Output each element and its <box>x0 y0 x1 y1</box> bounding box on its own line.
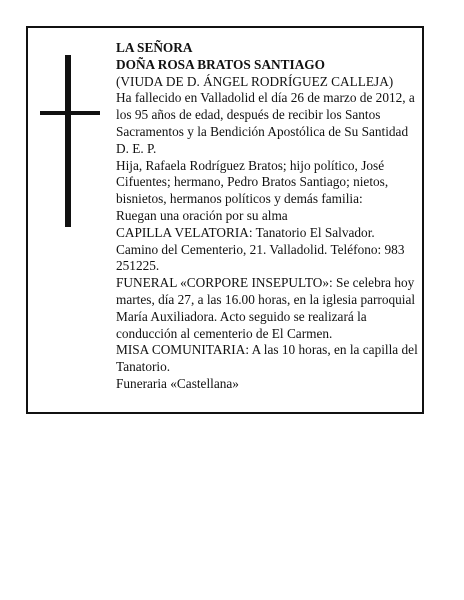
wake-chapel-info: CAPILLA VELATORIA: Tanatorio El Salvador. Camino del Cementerio, 21. Valladolid. Teléfono: 983 251225. <box>116 224 405 274</box>
obituary-notice <box>26 26 424 414</box>
prayer-request: Ruegan una oración por su alma <box>116 207 288 223</box>
funeral-home: Funeraria «Castellana» <box>116 375 239 391</box>
community-mass-info: MISA COMUNITARIA: A las 10 horas, en la capilla del Tanatorio. <box>116 342 418 375</box>
notice-text <box>116 40 420 393</box>
death-announcement: Ha fallecido en Valladolid el día 26 de marzo de 2012, a los 95 años de edad, después de recibir los Santos Sacramentos y la Bendición Apostólica de Su Santidad D. E. P. <box>116 90 415 156</box>
cross-icon <box>40 55 100 227</box>
deceased-name: DOÑA ROSA BRATOS SANTIAGO <box>116 56 325 72</box>
cross-horizontal-bar <box>40 111 100 115</box>
cross-vertical-bar <box>65 55 71 227</box>
widow-of-line: (VIUDA DE D. ÁNGEL RODRÍGUEZ CALLEJA) <box>116 73 394 89</box>
family-list: Hija, Rafaela Rodríguez Bratos; hijo político, José Cifuentes; hermano, Pedro Bratos Santiago; nietos, bisnietos, hermanos políticos y demás familia: <box>116 157 389 207</box>
funeral-info: FUNERAL «CORPORE INSEPULTO»: Se celebra hoy martes, día 27, a las 16.00 horas, en la iglesia parroquial María Auxiliadora. Acto seguido se realizará la conducción al cementerio de El Carmen. <box>116 275 416 341</box>
notice-title: LA SEÑORA <box>116 40 193 55</box>
